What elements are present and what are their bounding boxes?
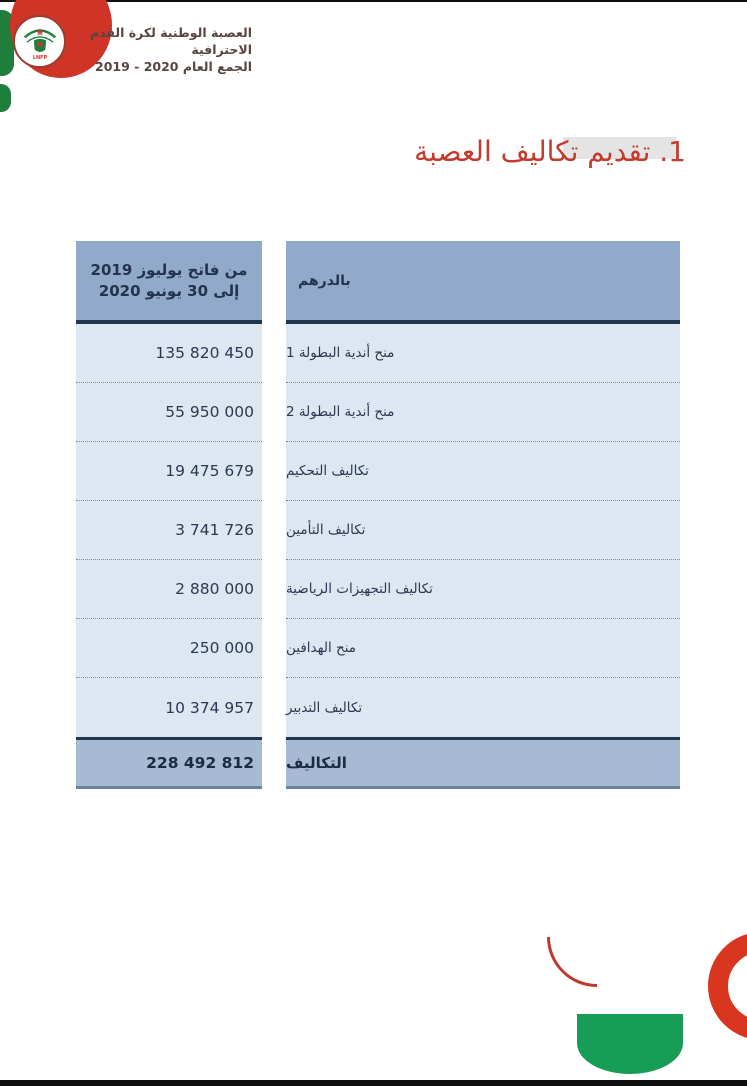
table-row [76,383,680,442]
column-gap [262,324,286,383]
column-gap [262,560,286,619]
red-arc-decoration [526,866,667,1007]
federation-logo-icon [13,15,66,68]
row-value: 135 820 450 [76,324,262,383]
row-label: منح الهدافين [286,619,680,678]
row-label: تكاليف التحكيم [286,442,680,501]
organization-header [78,24,252,75]
column-gap [262,442,286,501]
table-row [76,560,680,619]
column-gap [262,737,286,789]
table-total-row [76,737,680,789]
row-value: 10 374 957 [76,678,262,737]
table-header-row [76,241,680,324]
row-label: منح أندية البطولة 2 [286,383,680,442]
column-gap [262,501,286,560]
period-header-cell: من فاتح يوليوز 2019 إلى 30 يونيو 2020 [76,241,262,324]
row-value: 3 741 726 [76,501,262,560]
organization-name: العصبة الوطنية لكرة القدم الاحترافية [90,25,252,57]
table-row [76,619,680,678]
total-label: التكاليف [286,737,680,789]
column-gap [262,619,286,678]
table-row [76,324,680,383]
row-value: 55 950 000 [76,383,262,442]
logo-caption-text: LNFP [32,54,47,61]
red-ring-decoration [708,932,747,1040]
column-gap [262,383,286,442]
row-label: تكاليف التأمين [286,501,680,560]
column-gap [262,241,286,324]
top-border-line [0,0,747,2]
assembly-session-line: الجمع العام 2020 - 2019 [95,59,252,74]
total-value: 228 492 812 [76,737,262,789]
table-row [76,442,680,501]
row-label: تكاليف التجهيزات الرياضية [286,560,680,619]
table-row [76,501,680,560]
green-edge-shape-bottom [0,84,11,112]
row-value: 250 000 [76,619,262,678]
federation-crest-icon [17,19,63,65]
bottom-border-bar [0,1080,747,1086]
section-title: 1. تقديم تكاليف العصبة [414,135,686,168]
green-semicircle-decoration [577,1014,683,1074]
row-label: منح أندية البطولة 1 [286,324,680,383]
row-value: 2 880 000 [76,560,262,619]
table-row [76,678,680,737]
costs-table [76,241,680,789]
row-value: 19 475 679 [76,442,262,501]
row-label: تكاليف التدبير [286,678,680,737]
unit-header-cell: بالدرهم [286,241,680,324]
column-gap [262,678,286,737]
